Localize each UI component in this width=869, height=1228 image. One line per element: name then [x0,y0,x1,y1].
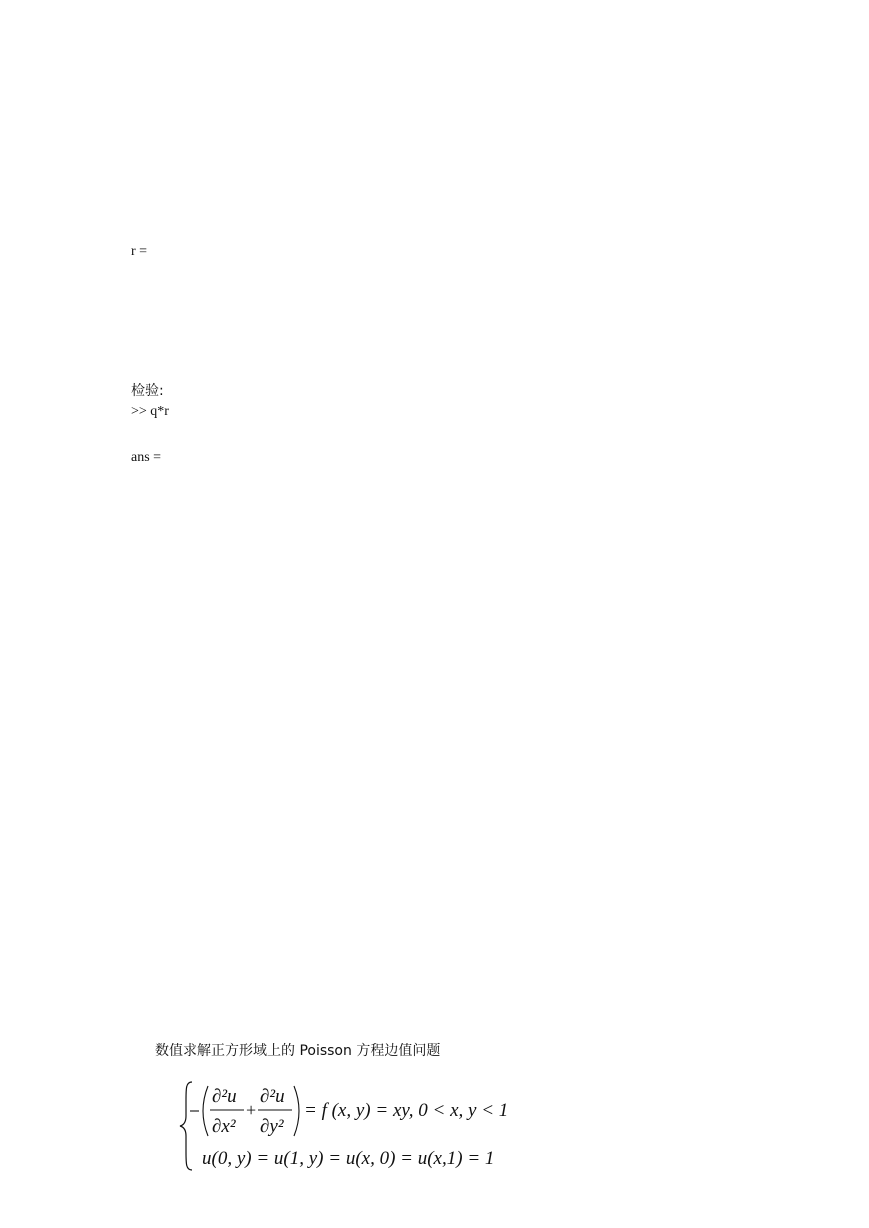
right-paren [294,1086,299,1136]
fraction-numerator: ∂²u [212,1086,237,1107]
fraction-denominator: ∂x² [212,1116,236,1137]
ans-label: ans = [131,450,162,465]
plus-sign: + [246,1100,257,1120]
r-label: r = [131,244,148,259]
boundary-condition: u(0, y) = u(1, y) = u(x, 0) = u(x,1) = 1 [202,1148,495,1169]
command-line: >> q*r [131,404,169,419]
problem-title: 数值求解正方形域上的 Poisson 方程边值问题 [155,1043,441,1059]
fraction-numerator: ∂²u [260,1086,285,1107]
pde-equation [180,1078,509,1174]
left-paren [203,1086,208,1136]
check-label: 检验: [131,383,164,399]
pde-rhs: = f (x, y) = xy, 0 < x, y < 1 [304,1100,509,1121]
left-brace [180,1082,192,1170]
fraction-denominator: ∂y² [260,1116,284,1137]
